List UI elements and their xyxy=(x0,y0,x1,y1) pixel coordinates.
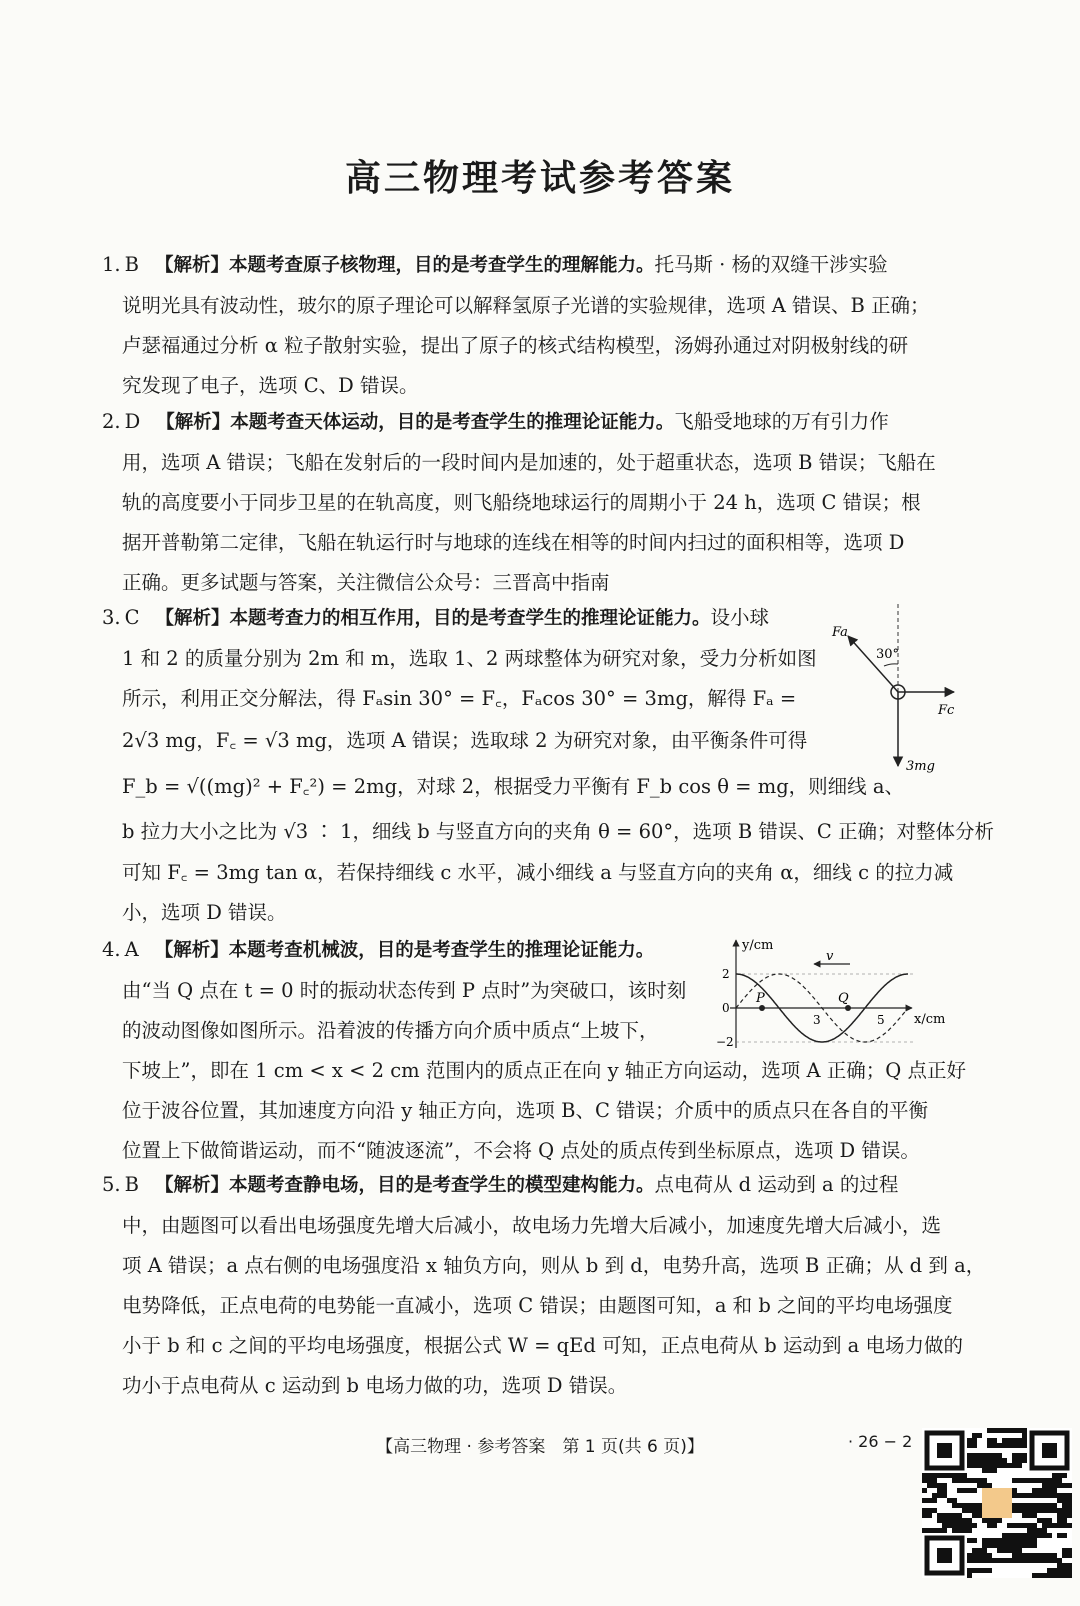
item-text: 的波动图像如图所示。沿着波的传播方向介质中质点“上坡下， xyxy=(122,1019,659,1042)
answer-item-2 xyxy=(102,402,960,603)
item-text: 下坡上”，即在 1 cm < x < 2 cm 范围内的质点正在向 y 轴正方向运动，选项 A 正确；Q 点正好 xyxy=(122,1059,966,1082)
answer-item-5 xyxy=(102,1165,986,1406)
item-number: 4. xyxy=(102,938,121,961)
item-tag: 【解析】本题考查力的相互作用，目的是考查学生的推理论证能力。 xyxy=(155,608,711,629)
item-text: 小，选项 D 错误。 xyxy=(122,901,287,924)
item-number: 3. xyxy=(102,606,121,629)
item-tag: 【解析】本题考查天体运动，目的是考查学生的推理论证能力。 xyxy=(156,412,675,433)
item-tag: 【解析】本题考查静电场，目的是考查学生的模型建构能力。 xyxy=(154,1175,655,1196)
item-text: 用，选项 A 错误；飞船在发射后的一段时间内是加速的，处于超重状态，选项 B 错误；飞船在 xyxy=(122,451,936,474)
item-text: 究发现了电子，选项 C、D 错误。 xyxy=(122,374,419,397)
fc-label: Fc xyxy=(938,703,955,718)
item-answer: C xyxy=(124,606,140,629)
item-text: 可知 F꜀ = 3mg tan α，若保持细线 c 水平，减小细线 a 与竖直方向的夹角 α，细线 c 的拉力减 xyxy=(122,861,954,884)
wave-graph xyxy=(716,936,962,1052)
item-number: 5. xyxy=(102,1173,121,1196)
item-text: 功小于点电荷从 c 运动到 b 电场力做的功，选项 D 错误。 xyxy=(122,1374,628,1397)
velocity-label: v xyxy=(826,949,834,964)
item-text: 位置上下做简谐运动，而不“随波逐流”，不会将 Q 点处的质点传到坐标原点，选项 D 错误。 xyxy=(122,1139,920,1162)
item-text: 轨的高度要小于同步卫星的在轨高度，则飞船绕地球运行的周期小于 24 h，选项 C 错误；根 xyxy=(122,491,921,514)
y-axis-label: y/cm xyxy=(742,938,774,953)
item-text: 正确。更多试题与答案，关注微信公众号：三晋高中指南 xyxy=(122,571,610,594)
page-title: 高三物理考试参考答案 xyxy=(344,158,735,199)
force-diagram xyxy=(826,600,966,780)
x-tick-5: 5 xyxy=(877,1013,885,1027)
item-text: 电势降低，正点电荷的电势能一直减小，选项 C 错误；由题图可知，a 和 b 之间的平均电场强度 xyxy=(122,1294,953,1317)
p-label: P xyxy=(756,991,765,1006)
item-text: b 拉力大小之比为 √3 ∶ 1，细线 b 与竖直方向的夹角 θ = 60°，选项 B 错误、C 正确；对整体分析 xyxy=(122,820,994,843)
item-text: F_b = √((mg)² + F꜀²) = 2mg，对球 2，根据受力平衡有 F_b cos θ = mg，则细线 a、 xyxy=(122,775,904,798)
item-text: 中，由题图可以看出电场强度先增大后减小，故电场力先增大后减小，加速度先增大后减小，选 xyxy=(122,1214,942,1237)
y-tick-0: 0 xyxy=(722,1001,730,1015)
item-text: 设小球 xyxy=(710,606,770,629)
item-number: 1. xyxy=(102,253,121,276)
item-answer: B xyxy=(124,1173,139,1196)
item-text: 据开普勒第二定律，飞船在轨运行时与地球的连线在相等的时间内扫过的面积相等，选项 D xyxy=(122,531,905,554)
item-answer: D xyxy=(124,410,141,433)
q-label: Q xyxy=(838,991,849,1006)
angle-arc xyxy=(884,664,898,666)
item-text: 由“当 Q 点在 t = 0 时的振动状态传到 P 点时”为突破口，该时刻 xyxy=(122,979,687,1002)
item-text: 点电荷从 d 运动到 a 的过程 xyxy=(654,1173,899,1196)
fa-label: Fa xyxy=(832,625,848,640)
angle-label: 30° xyxy=(876,647,900,662)
item-text: 位于波谷位置，其加速度方向沿 y 轴正方向，选项 B、C 错误；介质中的质点只在各自的平衡 xyxy=(122,1099,929,1122)
qr-code-image xyxy=(922,1428,1072,1578)
item-text: 所示，利用正交分解法，得 Fₐsin 30° = F꜀，Fₐcos 30° = 3mg，解得 Fₐ = xyxy=(122,687,797,710)
item-text: 2√3 mg，F꜀ = √3 mg，选项 A 错误；选取球 2 为研究对象，由平衡条件可得 xyxy=(122,729,808,752)
item-text: 1 和 2 的质量分别为 2m 和 m，选取 1、2 两球整体为研究对象，受力分析如图 xyxy=(122,647,817,670)
item-text: 飞船受地球的万有引力作 xyxy=(674,410,889,433)
item-text: 卢瑟福通过分析 α 粒子散射实验，提出了原子的核式结构模型，汤姆孙通过对阴极射线的研 xyxy=(122,334,909,357)
page-code: · 26 − 2 xyxy=(848,1432,913,1451)
item-text: 托马斯 · 杨的双缝干涉实验 xyxy=(654,253,888,276)
page-footer: 【高三物理 · 参考答案 第 1 页(共 6 页)】 xyxy=(376,1437,704,1457)
x-axis-label: x/cm xyxy=(914,1012,946,1027)
x-tick-3: 3 xyxy=(813,1013,821,1027)
item-answer: A xyxy=(124,938,139,961)
mg-label: 3mg xyxy=(906,759,935,774)
item-text: 说明光具有波动性，玻尔的原子理论可以解释氢原子光谱的实验规律，选项 A 错误、B 正确； xyxy=(122,294,930,317)
item-tag: 【解析】本题考查原子核物理，目的是考查学生的理解能力。 xyxy=(154,255,655,276)
item-number: 2. xyxy=(102,410,121,433)
item-text: 小于 b 和 c 之间的平均电场强度，根据公式 W = qEd 可知，正点电荷从 b 运动到 a 电场力做的 xyxy=(122,1334,963,1357)
item-tag: 【解析】本题考查机械波，目的是考查学生的推理论证能力。 xyxy=(154,940,655,961)
item-answer: B xyxy=(124,253,139,276)
y-tick-2: 2 xyxy=(722,967,730,981)
item-text: 项 A 错误；a 点右侧的电场强度沿 x 轴负方向，则从 b 到 d，电势升高，选项 B 正确；从 d 到 a， xyxy=(122,1254,986,1277)
answer-item-1 xyxy=(102,245,960,406)
y-tick-neg2: −2 xyxy=(716,1035,734,1049)
